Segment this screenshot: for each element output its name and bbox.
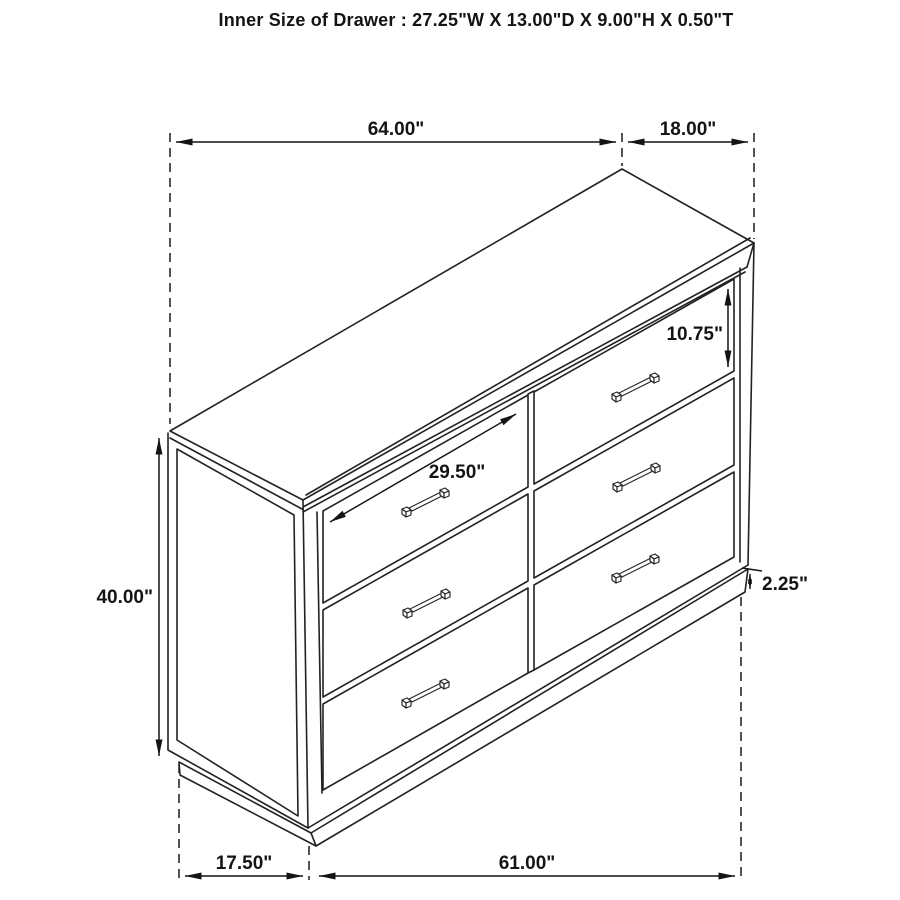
dimension-top-depth: [628, 119, 748, 142]
body-right-edge: [748, 243, 754, 565]
dimension-base-width: [319, 853, 735, 876]
base-side-face: [179, 762, 316, 846]
dimension-top-width: [176, 119, 616, 142]
side-top-band-line: [170, 438, 302, 509]
dimension-label-base-width: 61.00": [498, 853, 556, 874]
body-front-left-edge: [303, 500, 308, 828]
center-stile-top-edge: [528, 391, 534, 394]
dresser-drawing: [168, 169, 754, 846]
dimension-label-top-depth: 18.00": [659, 119, 717, 140]
front-frame-left-line: [317, 512, 322, 793]
dimension-label-top-width: 64.00": [367, 119, 425, 140]
dimension-label-overall-height: 40.00": [96, 587, 153, 608]
dimension-label-drawer-height: 10.75": [666, 324, 723, 345]
dimension-label-base-height: 2.25": [762, 574, 808, 595]
center-stile-bottom-edge: [528, 670, 534, 673]
dimension-overall-height: [96, 438, 159, 756]
dimension-label-base-depth: 17.50": [215, 853, 273, 874]
diagram-title: Inner Size of Drawer : 27.25"W X 13.00"D X 9.00"H X 0.50"T: [218, 10, 734, 30]
dimension-base-depth: [185, 853, 303, 876]
side-panel-inner-frame: [177, 449, 298, 816]
dimension-label-drawer-width: 29.50": [428, 462, 486, 483]
dimension-base-height: [742, 568, 808, 595]
